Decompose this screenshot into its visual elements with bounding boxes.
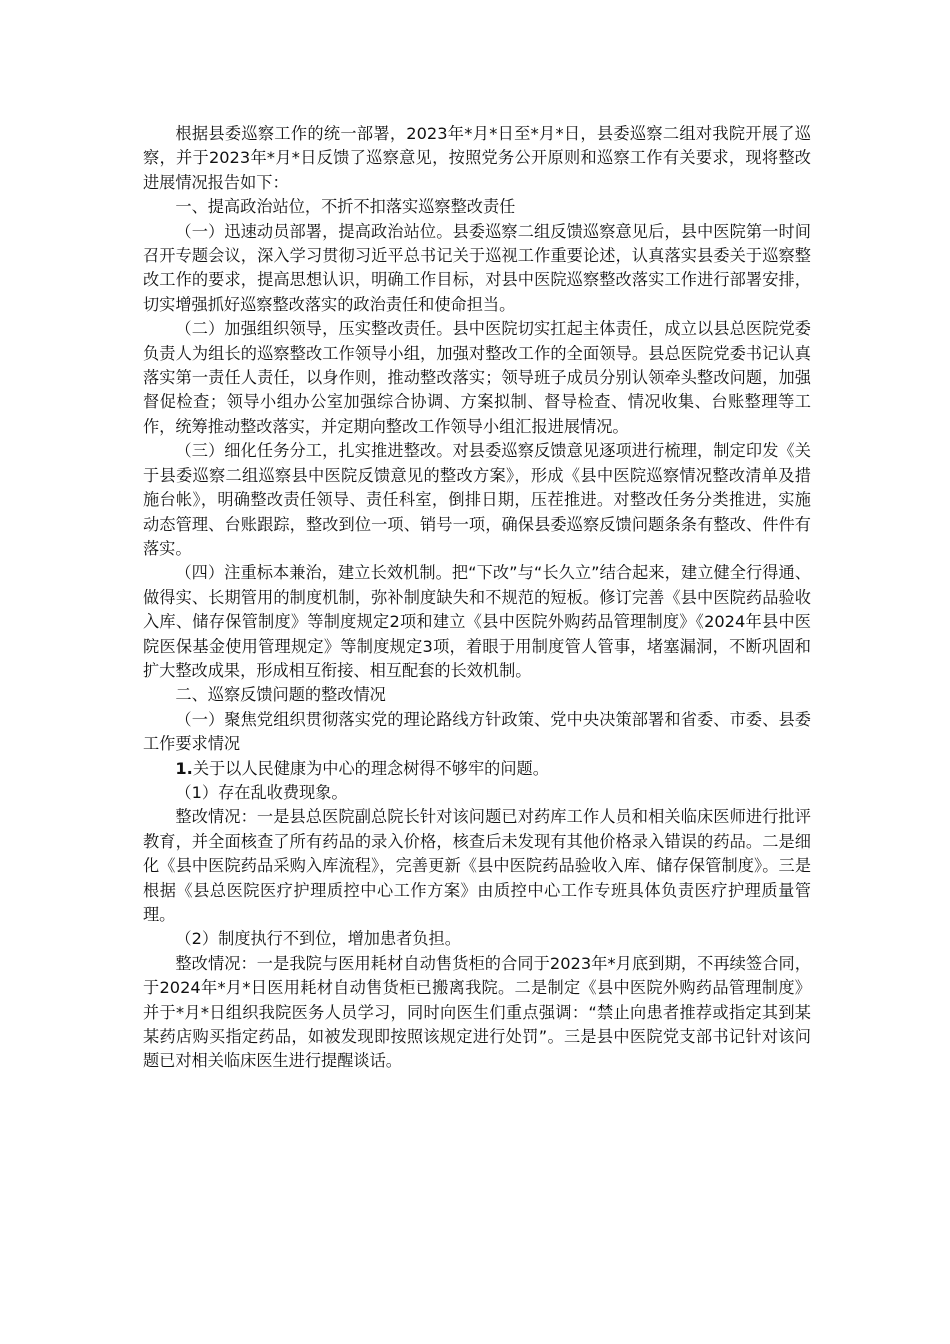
paragraph-1-3: （三）细化任务分工，扎实推进整改。对县委巡察反馈意见逐项进行梳理，制定印发《关于县委巡察二组巡察县中医院反馈意见的整改方案》，形成《县中医院巡察情况整改清单及措施台帐》，明确整改责任领导、责任科室，倒排日期，压茬推进。对整改任务分类推进，实施动态管理、台账跟踪，整改到位一项、销号一项，确保县委巡察反馈问题条条有整改、件件有落实。: [143, 441, 811, 558]
paragraph-1-4: （四）注重标本兼治，建立长效机制。把“下改”与“长久立”结合起来，建立健全行得通、做得实、长期管用的制度机制，弥补制度缺失和不规范的短板。修订完善《县中医院药品验收入库、储存保管制度》等制度规定2项和建立《县中医院外购药品管理制度》《2024年县中医院医保基金使用管理规定》等制度规定3项，着眼于用制度管人管事，堵塞漏洞，不断巩固和扩大整改成果，形成相互衔接、相互配套的长效机制。: [143, 563, 811, 680]
list-item-text: 关于以人民健康为中心的理念树得不够牢的问题。: [192, 758, 549, 778]
paragraph-1-1: （一）迅速动员部署，提高政治站位。县委巡察二组反馈巡察意见后，县中医院第一时间召开专题会议，深入学习贯彻习近平总书记关于巡视工作重要论述，认真落实县委关于巡察整改工作的要求，提高思想认识，明确工作目标，对县中医院巡察整改落实工作进行部署安排，切实增强抓好巡察整改落实的政治责任和使命担当。: [143, 221, 811, 314]
section-heading-1: 一、提高政治站位，不折不扣落实巡察整改责任: [175, 197, 516, 217]
section-heading-2: 二、巡察反馈问题的整改情况: [175, 685, 386, 705]
sub-item-2: （2）制度执行不到位，增加患者负担。: [175, 929, 461, 949]
intro-paragraph: 根据县委巡察工作的统一部署，2023年*月*日至*月*日，县委巡察二组对我院开展了巡察，并于2023年*月*日反馈了巡察意见，按照党务公开原则和巡察工作有关要求，现将整改进展情况报告如下：: [143, 124, 811, 192]
sub-item-1-detail: 整改情况：一是县总医院副总院长针对该问题已对药库工作人员和相关临床医师进行批评教育，并全面核查了所有药品的录入价格，核查后未发现有其他价格录入错误的药品。二是细化《县中医院药品采购入库流程》，完善更新《县中医院药品验收入库、储存保管制度》。三是根据《县总医院医疗护理质控中心工作方案》由质控中心工作专班具体负责医疗护理质量管理。: [143, 807, 811, 924]
sub-item-2-detail: 整改情况：一是我院与医用耗材自动售货柜的合同于2023年*月底到期，不再续签合同，于2024年*月*日医用耗材自动售货柜已搬离我院。二是制定《县中医院外购药品管理制度》并于*月*日组织我院医务人员学习，同时向医生们重点强调：“禁止向患者推荐或指定其到某某药店购买指定药品，如被发现即按照该规定进行处罚”。三是县中医院党支部书记针对该问题已对相关临床医生进行提醒谈话。: [143, 953, 811, 1071]
sub-item-1: （1）存在乱收费现象。: [175, 782, 348, 802]
document-body: [143, 122, 811, 1074]
paragraph-2-1: （一）聚焦党组织贯彻落实党的理论路线方针政策、党中央决策部署和省委、市委、县委工作要求情况: [143, 709, 811, 754]
list-item-number: 1.: [175, 758, 193, 778]
list-item-1: [143, 757, 811, 781]
paragraph-1-2: （二）加强组织领导，压实整改责任。县中医院切实扛起主体责任，成立以县总医院党委负责人为组长的巡察整改工作领导小组，加强对整改工作的全面领导。县总医院党委书记认真落实第一责任人责任，以身作则，推动整改落实；领导班子成员分别认领牵头整改问题，加强督促检查；领导小组办公室加强综合协调、方案拟制、督导检查、情况收集、台账整理等工作，统筹推动整改落实，并定期向整改工作领导小组汇报进展情况。: [143, 319, 811, 436]
